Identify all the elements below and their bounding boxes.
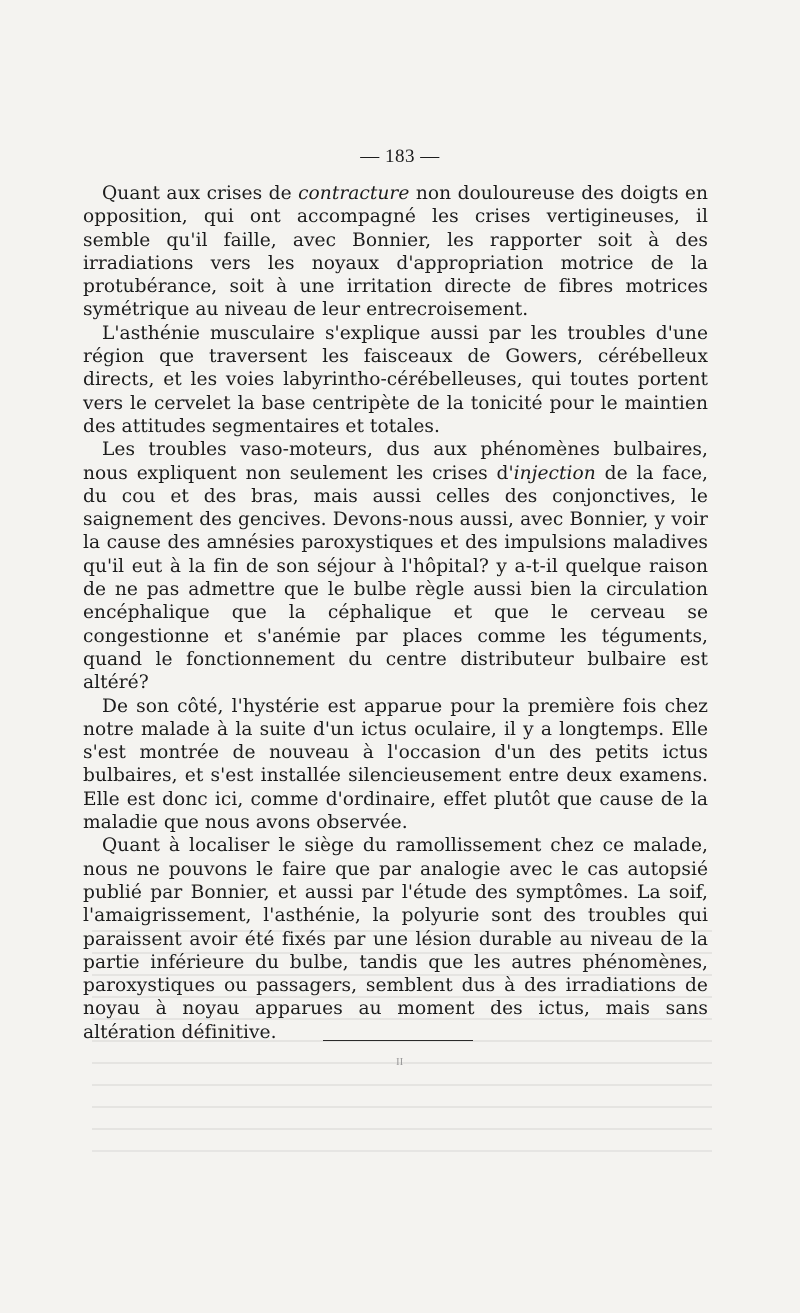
paragraph-hysterie: De son côté, l'hystérie est apparue pour la première fois chez notre malade à la suite d'un ictus oculaire, il y a longtemps. Elle s'est montrée de nouveau à l'occasion d'un des petits ictus bulbaires, et s'est installée silencieusement entre deux examens. Elle est donc ici, comme d'ordinaire, effet plutôt que cause de la maladie que nous avons observée. [83, 695, 708, 834]
body-text [83, 182, 708, 1044]
paragraph-ramollissement: Quant à localiser le siège du ramollissement chez ce malade, nous ne pouvons le faire que par analogie avec le cas autopsié publié par Bonnier, et aussi par l'étude des symptômes. La soif, l'amaigrissement, l'asthénie, la polyurie sont des troubles qui paraissent avoir été fixés par une lésion durable au niveau de la partie inférieure du bulbe, tandis que les autres phénomènes, paroxystiques ou passagers, semblent dus à des irradiations de noyau à noyau apparues au moment des ictus, mais sans altération définitive. [83, 835, 708, 1043]
paragraph-asthenie: L'asthénie musculaire s'explique aussi par les troubles d'une région que traversent les faisceaux de Gowers, cérébelleux directs, et les voies labyrintho-cérébelleuses, qui toutes portent vers le cervelet la base centripète de la tonicité pour le maintien des attitudes segmentaires et totales. [83, 322, 708, 437]
folio-mark: II [396, 1056, 404, 1068]
italic-term: contracture [298, 183, 410, 204]
italic-term: injection [513, 462, 596, 484]
paragraph-contracture: Quant aux crises de contracture non douloureuse des doigts en opposition, qui ont accompagné les crises vertigineuses, il semble qu'il faille, avec Bonnier, les rapporter soit à des irradiations vers les noyaux d'appropriation motrice de la protubérance, soit à une irritation directe de fibres motrices symétrique au niveau de leur entrecroisement. [83, 183, 709, 321]
section-divider [323, 1040, 473, 1041]
paragraph-vaso-moteurs: Les troubles vaso-moteurs, dus aux phénomènes bulbaires, nous expliquent non seulement les crises d'injection de la face, du cou et des bras, mais aussi celles des conjonctives, le saignement des gencives. Devons-nous aussi, avec Bonnier, y voir la cause des amnésies paroxystiques et des impulsions maladives qu'il eut à la fin de son séjour à l'hôpital? y a-t-il quelque raison de ne pas admettre que le bulbe règle aussi bien la circulation encéphalique que la céphalique et que le cerveau se congestionne et s'anémie par places comme les téguments, quand le fonctionnement du centre distributeur bulbaire est altéré? [83, 439, 708, 694]
page-number: — 183 — [360, 146, 440, 167]
